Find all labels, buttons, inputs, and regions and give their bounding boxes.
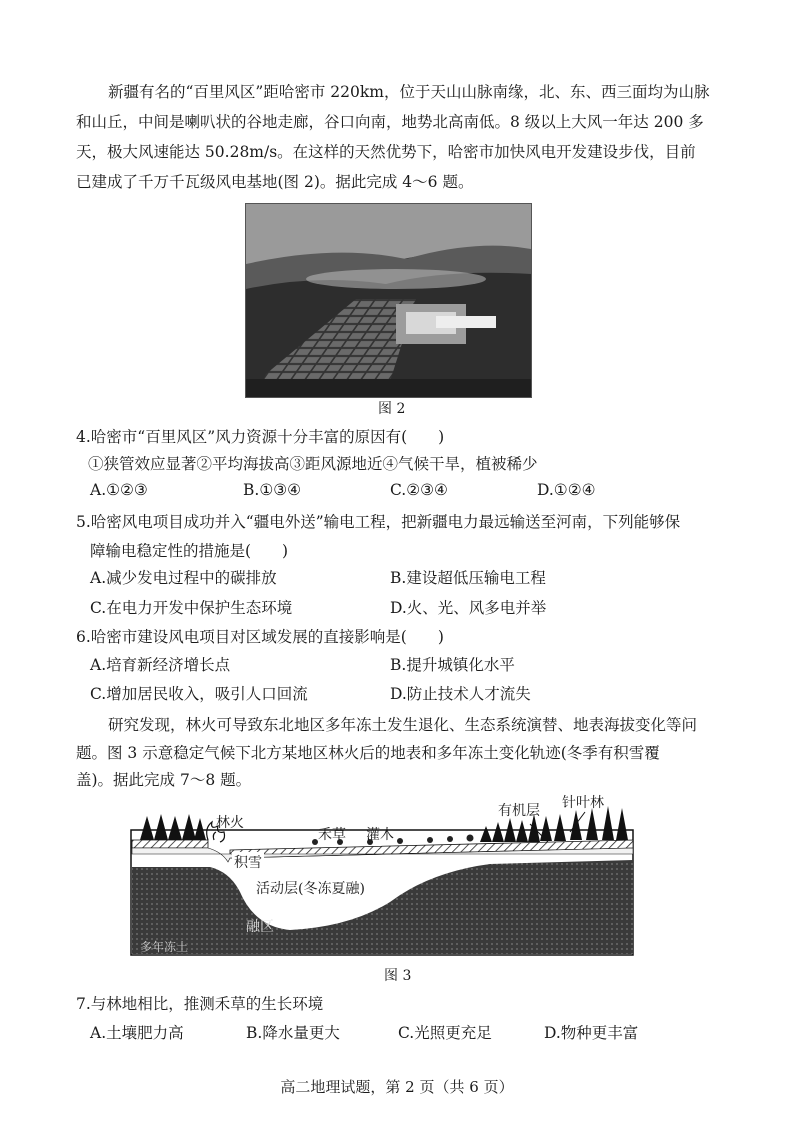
intro2-line-2: 题。图 3 示意稳定气候下北方某地区林火后的地表和多年冻土变化轨迹(冬季有积雪覆 [76, 744, 660, 762]
q4-option-a[interactable]: A.①②③ [90, 481, 148, 499]
intro2-line-1: 研究发现，林火可导致东北地区多年冻土发生退化、生态系统演替、地表海拔变化等问 [108, 716, 698, 734]
q5-option-a[interactable]: A.减少发电过程中的碳排放 [90, 569, 277, 587]
q6-option-c[interactable]: C.增加居民收入，吸引人口回流 [90, 685, 308, 703]
q5-option-d[interactable]: D.火、光、风多电并举 [390, 599, 547, 617]
label-conifer: 针叶林 [562, 795, 604, 811]
q7-option-a[interactable]: A.土壤肥力高 [90, 1024, 184, 1042]
q6-option-a[interactable]: A.培育新经济增长点 [90, 656, 231, 674]
page-footer: 高二地理试题，第 2 页（共 6 页） [280, 1078, 514, 1096]
q6-stem: 6.哈密市建设风电项目对区域发展的直接影响是( ) [76, 628, 444, 646]
q4-option-b[interactable]: B.①③④ [243, 481, 302, 499]
label-permafrost: 多年冻土 [140, 940, 189, 954]
q6-option-b[interactable]: B.提升城镇化水平 [390, 656, 515, 674]
q7-option-d[interactable]: D.物种更丰富 [544, 1024, 639, 1042]
q5-option-c[interactable]: C.在电力开发中保护生态环境 [90, 599, 293, 617]
label-active-layer: 活动层(冬冻夏融) [254, 878, 367, 898]
q4-items: ①狭管效应显著②平均海拔高③距风源地近④气候干旱，植被稀少 [88, 455, 538, 473]
label-shrub: 灌木 [366, 827, 394, 843]
q5-stem-1: 5.哈密风电项目成功并入“疆电外送”输电工程，把新疆电力最远输送至河南，下列能够保 [76, 513, 681, 531]
wind-farm-photo [245, 203, 532, 398]
q6-option-d[interactable]: D.防止技术人才流失 [390, 685, 531, 703]
intro1-line-2: 和山丘，中间是喇叭状的谷地走廊，谷口向南，地势北高南低。8 级以上大风一年达 200 多 [76, 113, 704, 131]
intro2-line-3: 盖)。据此完成 7～8 题。 [76, 771, 252, 789]
permafrost-diagram [130, 792, 635, 962]
q5-stem-2: 障输电稳定性的措施是( ) [90, 542, 289, 560]
intro1-line-1: 新疆有名的“百里风区”距哈密市 220km，位于天山山脉南缘，北、东、西三面均为山脉 [108, 83, 710, 101]
label-organic-layer: 有机层 [498, 803, 540, 819]
q7-option-b[interactable]: B.降水量更大 [246, 1024, 340, 1042]
q4-option-d[interactable]: D.①②④ [537, 481, 596, 499]
intro1-line-4: 已建成了千万千瓦级风电基地(图 2)。据此完成 4～6 题。 [76, 173, 474, 191]
q5-option-b[interactable]: B.建设超低压输电工程 [390, 569, 546, 587]
intro1-line-3: 天，极大风速能达 50.28m/s。在这样的天然优势下，哈密市加快风电开发建设步伐，目前 [76, 143, 696, 161]
q7-option-c[interactable]: C.光照更充足 [398, 1024, 492, 1042]
figure3-caption: 图 3 [384, 968, 412, 984]
label-talik: 融区 [246, 919, 274, 935]
label-grass: 禾草 [318, 827, 346, 843]
q4-stem: 4.哈密市“百里风区”风力资源十分丰富的原因有( ) [76, 428, 445, 446]
label-snow: 积雪 [232, 852, 264, 872]
q7-stem: 7.与林地相比，推测禾草的生长环境 [76, 995, 324, 1013]
label-fire: 林火 [216, 815, 244, 831]
q4-option-c[interactable]: C.②③④ [390, 481, 448, 499]
figure2-caption: 图 2 [378, 401, 406, 417]
